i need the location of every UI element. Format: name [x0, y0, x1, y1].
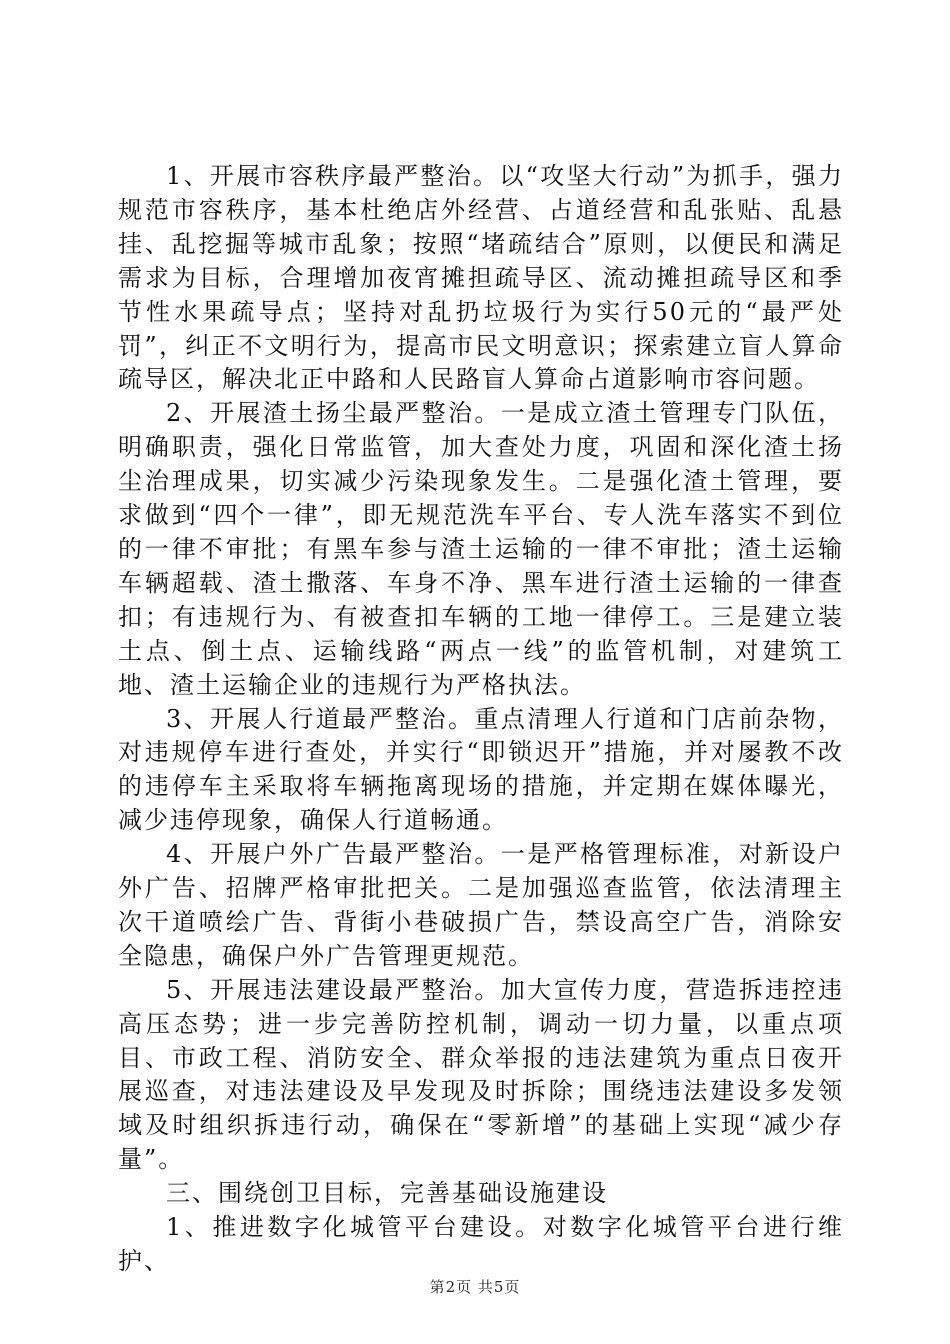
section-heading: 三、围绕创卫目标，完善基础设施建设 — [166, 1179, 608, 1208]
paragraph-sidewalk: 3、开展人行道最严整治。重点清理人行道和门店前杂物，对违规停车进行查处，并实行“即锁迟开”措施，并对屡教不改的违停车主采取将车辆拖离现场的措施，并定期在媒体曝光，减少违停现象，确保人行道畅通。 — [118, 704, 844, 835]
page-footer: 第2页 共5页 — [429, 1278, 521, 1296]
paragraph-outdoor-ads: 4、开展户外广告最严整治。一是严格管理标准，对新设户外广告、招牌严格审批把关。二是加强巡查监管，依法清理主次干道喷绘广告、背街小巷破损广告，禁设高空广告，消除安全隐患，确保户外广告管理更规范。 — [118, 840, 844, 970]
paragraph-market-order: 1、开展市容秩序最严整治。以“攻坚大行动”为抓手，强力规范市容秩序，基本杜绝店外经营、占道经营和乱张贴、乱悬挂、乱挖掘等城市乱象；按照“堵疏结合”原则，以便民和满足需求为目标，合理增加夜宵摊担疏导区、流动摊担疏导区和季节性水果疏导点；坚持对乱扔垃圾行为实行50元的“最严处罚”，纠正不文明行为，提高市民文明意识；探索建立盲人算命疏导区，解决北正中路和人民路盲人算命占道影响市容问题。 — [118, 162, 844, 394]
paragraph-illegal-construction: 5、开展违法建设最严整治。加大宣传力度，营造拆违控违高压态势；进一步完善防控机制，调动一切力量，以重点项目、市政工程、消防安全、群众举报的违法建筑为重点日夜开展巡查，对违法建设及早发现及时拆除；围绕违法建设多发领域及时组织拆违行动，确保在“零新增”的基础上实现“减少存量”。 — [118, 975, 844, 1174]
document-body — [118, 160, 844, 1279]
paragraph-digital-platform: 1、推进数字化城管平台建设。对数字化城管平台进行维护、 — [118, 1213, 844, 1275]
paragraph-dust-control: 2、开展渣土扬尘最严整治。一是成立渣土管理专门队伍，明确职责，强化日常监管，加大查处力度，巩固和深化渣土扬尘治理成果，切实减少污染现象发生。二是强化渣土管理，要求做到“四个一律”，即无规范洗车平台、专人洗车落实不到位的一律不审批；有黑车参与渣土运输的一律不审批；渣土运输车辆超载、渣土撒落、车身不净、黑车进行渣土运输的一律查扣；有违规行为、有被查扣车辆的工地一律停工。三是建立装土点、倒土点、运输线路“两点一线”的监管机制，对建筑工地、渣土运输企业的违规行为严格执法。 — [118, 399, 844, 699]
